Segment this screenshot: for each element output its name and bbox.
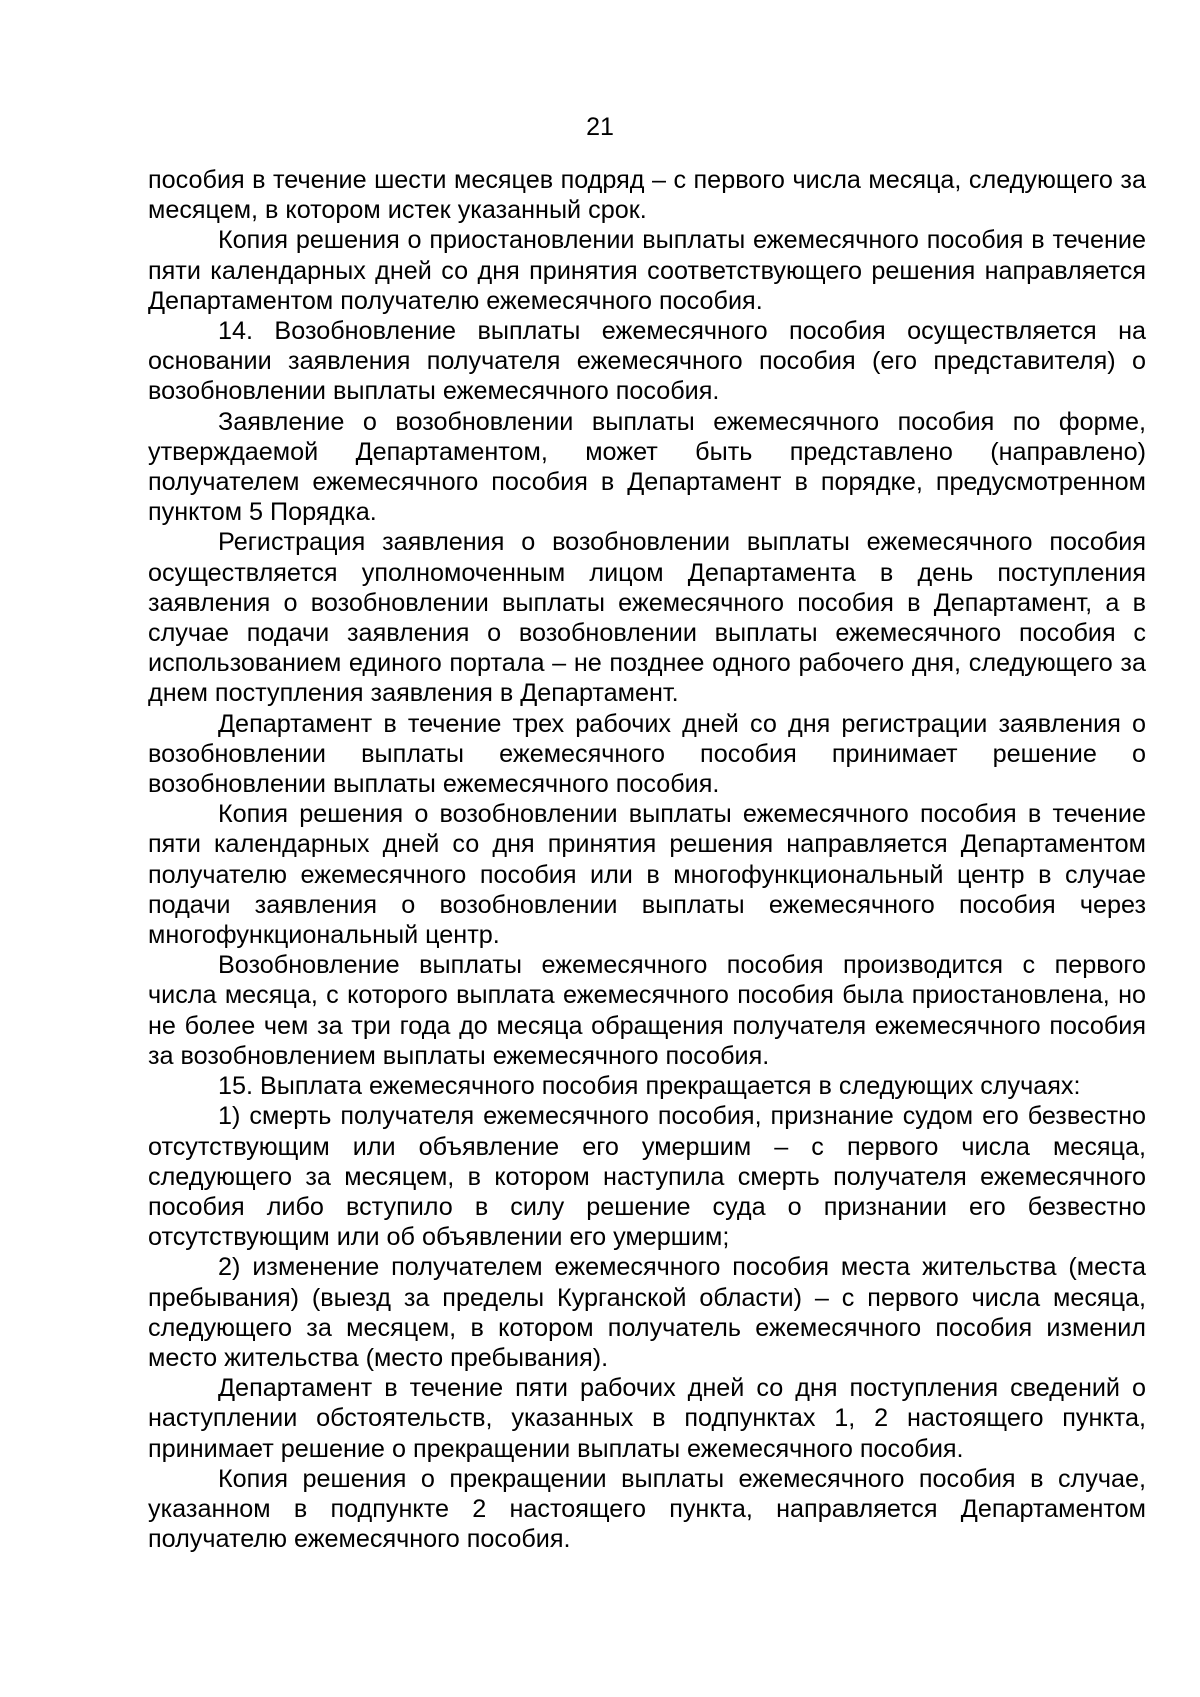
- paragraph-termination-copy: Копия решения о прекращении выплаты ежемесячного пособия в случае, указанном в подпункте 2 настоящего пункта, направляется Департаментом получателю ежемесячного пособия.: [148, 1464, 1146, 1554]
- paragraph-decision: Департамент в течение трех рабочих дней со дня регистрации заявления о возобновлении выплаты ежемесячного пособия принимает решение о возобновлении выплаты ежемесячного пособия.: [148, 709, 1146, 799]
- paragraph-item-14: 14. Возобновление выплаты ежемесячного пособия осуществляется на основании заявления получателя ежемесячного пособия (его представителя) о возобновлении выплаты ежемесячного пособия.: [148, 317, 1146, 406]
- paragraph-decision-copy: Копия решения о возобновлении выплаты ежемесячного пособия в течение пяти календарных дней со дня принятия решения направляется Департаментом получателю ежемесячного пособия или в многофункциональный центр в случае подачи заявления о возобновлении выплаты ежемесячного пособия через многофункциональный центр.: [148, 800, 1146, 950]
- paragraph-suspension-copy: Копия решения о приостановлении выплаты ежемесячного пособия в течение пяти календарных дней со дня принятия соответствующего решения направляется Департаментом получателю ежемесячного пособия.: [148, 226, 1146, 315]
- page-number: 21: [586, 113, 614, 141]
- paragraph-resumption-date: Возобновление выплаты ежемесячного пособия производится с первого числа месяца, с которого выплата ежемесячного пособия была приостановлена, но не более чем за три года до месяца обращения получателя ежемесячного пособия за возобновлением выплаты ежемесячного пособия.: [148, 951, 1146, 1070]
- paragraph-application-form: Заявление о возобновлении выплаты ежемесячного пособия по форме, утверждаемой Департаментом, может быть представлено (направлено) получателем ежемесячного пособия в Департамент в порядке, предусмотренном пунктом 5 Порядка.: [148, 407, 1146, 527]
- document-body: [148, 165, 1146, 1554]
- paragraph-registration: Регистрация заявления о возобновлении выплаты ежемесячного пособия осуществляется уполномоченным лицом Департамента в день поступления заявления о возобновлении выплаты ежемесячного пособия в Департамент, а в случае подачи заявления о возобновлении выплаты ежемесячного пособия с использованием единого портала – не позднее одного рабочего дня, следующего за днем поступления заявления в Департамент.: [148, 528, 1146, 708]
- paragraph-subitem-2: 2) изменение получателем ежемесячного пособия места жительства (места пребывания) (выезд за пределы Курганской области) – с первого числа месяца, следующего за месяцем, в котором получатель ежемесячного пособия изменил место жительства (место пребывания).: [148, 1253, 1146, 1372]
- paragraph-item-15: 15. Выплата ежемесячного пособия прекращается в следующих случаях:: [218, 1072, 1081, 1101]
- paragraph-continuation: пособия в течение шести месяцев подряд – с первого числа месяца, следующего за месяцем, в котором истек указанный срок.: [148, 166, 1146, 225]
- paragraph-termination-decision: Департамент в течение пяти рабочих дней со дня поступления сведений о наступлении обстоятельств, указанных в подпунктах 1, 2 настоящего пункта, принимает решение о прекращении выплаты ежемесячного пособия.: [148, 1374, 1146, 1463]
- paragraph-subitem-1: 1) смерть получателя ежемесячного пособия, признание судом его безвестно отсутствующим или объявление его умершим – с первого числа месяца, следующего за месяцем, в котором наступила смерть получателя ежемесячного пособия либо вступило в силу решение суда о признании его безвестно отсутствующим или об объявлении его умершим;: [148, 1102, 1146, 1252]
